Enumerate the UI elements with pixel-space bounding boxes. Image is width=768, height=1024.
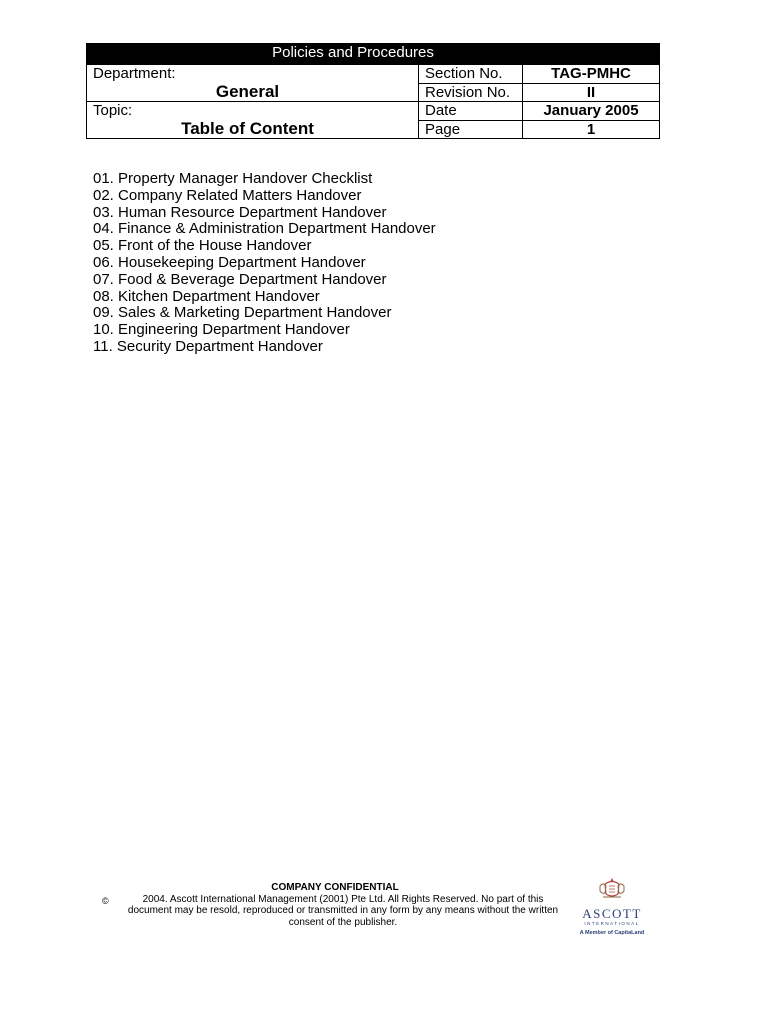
logo-member-text: A Member of CapitaLand	[579, 930, 645, 936]
toc-item: 09. Sales & Marketing Department Handover	[93, 304, 392, 322]
table-of-contents	[93, 171, 436, 356]
toc-item: 11. Security Department Handover	[93, 337, 323, 355]
toc-item: 04. Finance & Administration Department Handover	[93, 220, 436, 238]
page-label: Page	[419, 120, 523, 139]
crest-icon	[597, 876, 627, 900]
ascott-logo	[572, 876, 652, 938]
section-label: Section No.	[419, 65, 523, 84]
department-label: Department:	[93, 65, 176, 82]
topic-value: Table of Content	[181, 119, 314, 138]
copyright-notice	[100, 894, 570, 929]
confidential-label: COMPANY CONFIDENTIAL	[271, 882, 399, 893]
document-header-table	[86, 43, 660, 139]
toc-item: 10. Engineering Department Handover	[93, 321, 350, 339]
toc-item: 06. Housekeeping Department Handover	[93, 253, 366, 271]
footer	[100, 882, 570, 928]
toc-item: 07. Food & Beverage Department Handover	[93, 270, 387, 288]
department-value: General	[215, 82, 280, 101]
revision-label: Revision No.	[419, 83, 523, 102]
section-value: TAG-PMHC	[523, 65, 660, 84]
date-label: Date	[419, 102, 523, 121]
toc-item: 08. Kitchen Department Handover	[93, 287, 320, 305]
toc-item: 03. Human Resource Department Handover	[93, 203, 387, 221]
copyright-line: 2004. Ascott International Management (2001) Pte Ltd. All Rights Reserved. No part of this	[142, 893, 544, 905]
header-title: Policies and Procedures	[87, 44, 660, 65]
page-value: 1	[523, 120, 660, 139]
logo-name: ASCOTT	[582, 906, 642, 921]
toc-item: 05. Front of the House Handover	[93, 237, 312, 255]
revision-value: II	[523, 83, 660, 102]
department-cell	[87, 65, 419, 102]
topic-label: Topic:	[93, 102, 133, 119]
copyright-line: document may be resold, reproduced or transmitted in any form by any means without the written	[127, 905, 559, 916]
toc-item: 01. Property Manager Handover Checklist	[93, 170, 373, 187]
date-value: January 2005	[523, 102, 660, 121]
logo-subtitle: INTERNATIONAL	[584, 921, 640, 926]
topic-cell	[87, 102, 419, 139]
toc-item: 02. Company Related Matters Handover	[93, 186, 362, 204]
copyright-icon: ©	[102, 895, 109, 906]
copyright-line: consent of the publisher.	[288, 916, 398, 928]
